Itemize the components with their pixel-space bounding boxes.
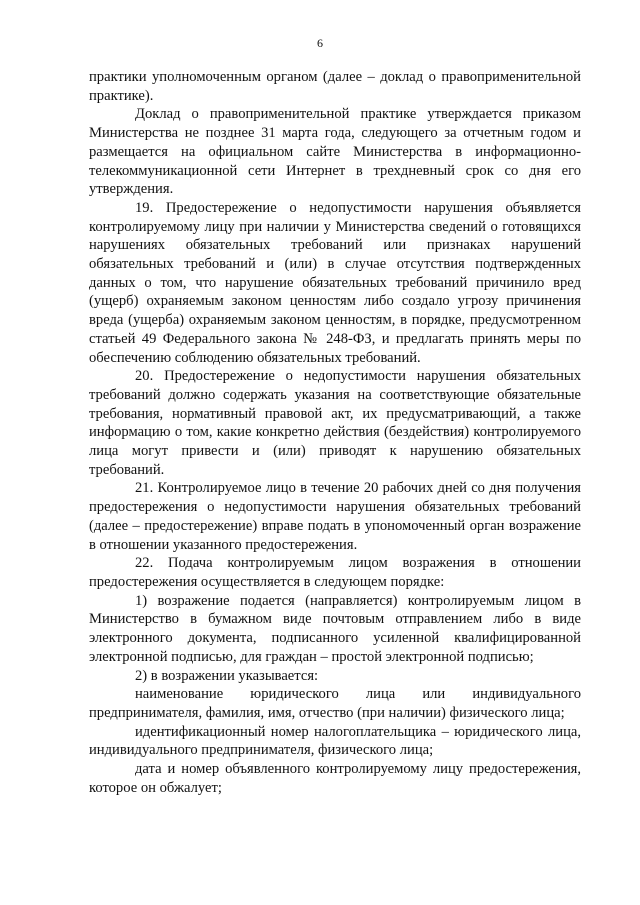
paragraph-19: 19. Предостережение о недопустимости нарушения объявляется контролируемому лицу при наличии у Министерства сведений о готовящихся нарушениях обязательных требований или признаках нарушений обязательных требований и (или) в случае отсутствия подтвержденных данных о том, что нарушение обязательных требований причинило вред (ущерб) охраняемым законом ценностям либо создало угрозу причинения вреда (ущерба) охраняемым законом ценностям, в порядке, предусмотренном статьей 49 Федерального закона № 248-ФЗ, и предлагать принять меры по обеспечению соблюдению обязательных требований. xyxy=(89,199,581,366)
paragraph-objection-date-number: дата и номер объявленного контролируемому лицу предостережения, которое он обжалует; xyxy=(89,761,581,796)
paragraph-20: 20. Предостережение о недопустимости нарушения обязательных требований должно содержать указания на соответствующие обязательные требования, нормативный правовой акт, их предусматривающий, а также информацию о том, какие конкретно действия (бездействия) контролируемого лица могут привести и (или) приводят к нарушению обязательных требований. xyxy=(89,368,581,478)
paragraph-objection-name: наименование юридического лица или индивидуального предпринимателя, фамилия, имя, отчество (при наличии) физического лица; xyxy=(89,686,581,721)
paragraph-report-approval: Доклад о правоприменительной практике утверждается приказом Министерства не позднее 31 марта года, следующего за отчетным годом и размещается на официальном сайте Министерства в информационно-телекоммуникационной сети Интернет в трехдневный срок со дня его утверждения. xyxy=(89,106,581,198)
paragraph-22: 22. Подача контролируемым лицом возражения в отношении предостережения осуществляется в следующем порядке: xyxy=(89,555,581,590)
paragraph-22-item-1: 1) возражение подается (направляется) контролируемым лицом в Министерство в бумажном виде почтовым отправлением либо в виде электронного документа, подписанного усиленной квалифицированной электронной подписью, для граждан – простой электронной подписью; xyxy=(89,592,581,665)
page-number: 6 xyxy=(317,36,323,50)
paragraph-22-item-2: 2) в возражении указывается: xyxy=(135,667,319,684)
paragraph-objection-inn: идентификационный номер налогоплательщика – юридического лица, индивидуального предпринимателя, физического лица; xyxy=(89,723,581,759)
paragraph-21: 21. Контролируемое лицо в течение 20 рабочих дней со дня получения предостережения о недопустимости нарушения обязательных требований (далее – предостережение) вправе подать в упономоченный орган возражение в отношении указанного предостережения. xyxy=(89,480,581,553)
paragraph-continuation: практики уполномоченным органом (далее – доклад о правоприменительной практике). xyxy=(89,69,581,104)
document-body xyxy=(89,68,581,797)
